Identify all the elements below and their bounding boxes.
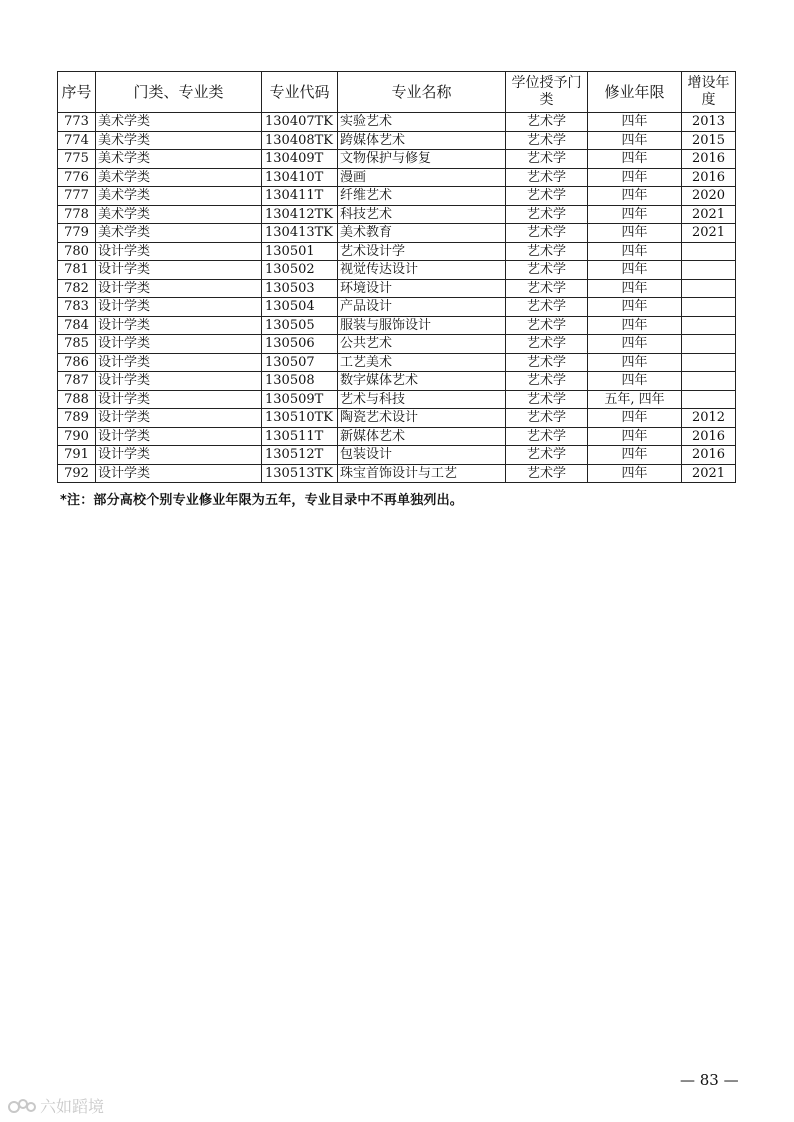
cell-added <box>682 242 736 261</box>
cell-degree: 艺术学 <box>506 168 588 187</box>
cell-added <box>682 372 736 391</box>
cell-degree: 艺术学 <box>506 298 588 317</box>
cell-degree: 艺术学 <box>506 205 588 224</box>
cell-category: 美术学类 <box>96 187 262 206</box>
cell-degree: 艺术学 <box>506 224 588 243</box>
header-code: 专业代码 <box>262 72 338 113</box>
cell-years: 四年 <box>588 187 682 206</box>
watermark-logo-icon <box>8 1097 36 1115</box>
cell-degree: 艺术学 <box>506 446 588 465</box>
cell-added: 2020 <box>682 187 736 206</box>
cell-years: 四年 <box>588 316 682 335</box>
cell-no: 789 <box>58 409 96 428</box>
cell-years: 四年 <box>588 427 682 446</box>
cell-years: 四年 <box>588 168 682 187</box>
major-catalog-table <box>57 71 736 483</box>
cell-name: 新媒体艺术 <box>338 427 506 446</box>
cell-category: 设计学类 <box>96 409 262 428</box>
cell-added: 2016 <box>682 150 736 169</box>
table-row <box>58 150 736 169</box>
cell-category: 设计学类 <box>96 427 262 446</box>
cell-category: 设计学类 <box>96 464 262 483</box>
cell-category: 设计学类 <box>96 316 262 335</box>
cell-degree: 艺术学 <box>506 131 588 150</box>
cell-name: 包装设计 <box>338 446 506 465</box>
cell-years: 四年 <box>588 409 682 428</box>
table-row <box>58 316 736 335</box>
header-name: 专业名称 <box>338 72 506 113</box>
header-no: 序号 <box>58 72 96 113</box>
cell-years: 四年 <box>588 279 682 298</box>
table-row <box>58 187 736 206</box>
cell-no: 774 <box>58 131 96 150</box>
cell-degree: 艺术学 <box>506 372 588 391</box>
table-body <box>58 113 736 483</box>
cell-degree: 艺术学 <box>506 464 588 483</box>
page-number: — 83 — <box>680 1071 739 1089</box>
watermark <box>8 1094 104 1117</box>
cell-years: 四年 <box>588 261 682 280</box>
cell-category: 设计学类 <box>96 335 262 354</box>
cell-name: 视觉传达设计 <box>338 261 506 280</box>
header-category: 门类、专业类 <box>96 72 262 113</box>
cell-category: 设计学类 <box>96 279 262 298</box>
cell-name: 跨媒体艺术 <box>338 131 506 150</box>
cell-no: 786 <box>58 353 96 372</box>
cell-degree: 艺术学 <box>506 390 588 409</box>
table-row <box>58 113 736 132</box>
table-row <box>58 205 736 224</box>
table-row <box>58 335 736 354</box>
cell-years: 四年 <box>588 464 682 483</box>
cell-name: 珠宝首饰设计与工艺 <box>338 464 506 483</box>
table-row <box>58 372 736 391</box>
cell-degree: 艺术学 <box>506 187 588 206</box>
cell-no: 783 <box>58 298 96 317</box>
cell-no: 785 <box>58 335 96 354</box>
cell-degree: 艺术学 <box>506 335 588 354</box>
header-added: 增设年度 <box>682 72 736 113</box>
cell-no: 775 <box>58 150 96 169</box>
cell-no: 790 <box>58 427 96 446</box>
cell-name: 环境设计 <box>338 279 506 298</box>
cell-added <box>682 261 736 280</box>
cell-degree: 艺术学 <box>506 316 588 335</box>
cell-code: 130412TK <box>262 205 338 224</box>
cell-category: 设计学类 <box>96 446 262 465</box>
cell-added: 2021 <box>682 464 736 483</box>
cell-category: 设计学类 <box>96 372 262 391</box>
cell-added: 2016 <box>682 427 736 446</box>
cell-years: 四年 <box>588 131 682 150</box>
cell-code: 130511T <box>262 427 338 446</box>
table-row <box>58 168 736 187</box>
cell-name: 陶瓷艺术设计 <box>338 409 506 428</box>
cell-years: 四年 <box>588 150 682 169</box>
cell-years: 四年 <box>588 205 682 224</box>
table-row <box>58 261 736 280</box>
cell-name: 纤维艺术 <box>338 187 506 206</box>
cell-added <box>682 335 736 354</box>
cell-name: 艺术设计学 <box>338 242 506 261</box>
cell-degree: 艺术学 <box>506 113 588 132</box>
cell-added <box>682 316 736 335</box>
cell-years: 四年 <box>588 242 682 261</box>
cell-code: 130504 <box>262 298 338 317</box>
table-row <box>58 390 736 409</box>
table-row <box>58 353 736 372</box>
cell-code: 130502 <box>262 261 338 280</box>
cell-no: 779 <box>58 224 96 243</box>
cell-no: 792 <box>58 464 96 483</box>
cell-code: 130505 <box>262 316 338 335</box>
cell-no: 784 <box>58 316 96 335</box>
cell-code: 130508 <box>262 372 338 391</box>
table-row <box>58 427 736 446</box>
cell-added: 2016 <box>682 446 736 465</box>
cell-years: 四年 <box>588 353 682 372</box>
cell-category: 设计学类 <box>96 353 262 372</box>
table-row <box>58 242 736 261</box>
cell-category: 设计学类 <box>96 242 262 261</box>
cell-code: 130409T <box>262 150 338 169</box>
cell-added: 2013 <box>682 113 736 132</box>
cell-name: 工艺美术 <box>338 353 506 372</box>
cell-category: 美术学类 <box>96 205 262 224</box>
cell-no: 780 <box>58 242 96 261</box>
cell-code: 130413TK <box>262 224 338 243</box>
cell-code: 130506 <box>262 335 338 354</box>
cell-added <box>682 353 736 372</box>
watermark-text: 六如蹈境 <box>40 1097 105 1116</box>
cell-no: 781 <box>58 261 96 280</box>
header-years: 修业年限 <box>588 72 682 113</box>
cell-years: 四年 <box>588 224 682 243</box>
cell-added: 2021 <box>682 224 736 243</box>
cell-added <box>682 390 736 409</box>
cell-added <box>682 279 736 298</box>
cell-code: 130513TK <box>262 464 338 483</box>
cell-code: 130411T <box>262 187 338 206</box>
cell-name: 美术教育 <box>338 224 506 243</box>
table-row <box>58 298 736 317</box>
cell-category: 设计学类 <box>96 261 262 280</box>
cell-years: 五年, 四年 <box>588 390 682 409</box>
cell-degree: 艺术学 <box>506 427 588 446</box>
cell-name: 公共艺术 <box>338 335 506 354</box>
cell-years: 四年 <box>588 335 682 354</box>
table-row <box>58 279 736 298</box>
table-row <box>58 224 736 243</box>
cell-added <box>682 298 736 317</box>
cell-degree: 艺术学 <box>506 261 588 280</box>
header-degree: 学位授予门类 <box>506 72 588 113</box>
cell-no: 777 <box>58 187 96 206</box>
cell-category: 美术学类 <box>96 224 262 243</box>
cell-degree: 艺术学 <box>506 353 588 372</box>
cell-added: 2015 <box>682 131 736 150</box>
cell-degree: 艺术学 <box>506 409 588 428</box>
cell-name: 实验艺术 <box>338 113 506 132</box>
cell-no: 782 <box>58 279 96 298</box>
cell-degree: 艺术学 <box>506 150 588 169</box>
cell-code: 130408TK <box>262 131 338 150</box>
cell-name: 漫画 <box>338 168 506 187</box>
cell-code: 130507 <box>262 353 338 372</box>
cell-years: 四年 <box>588 298 682 317</box>
cell-no: 778 <box>58 205 96 224</box>
cell-code: 130510TK <box>262 409 338 428</box>
cell-no: 791 <box>58 446 96 465</box>
table-row <box>58 446 736 465</box>
cell-name: 服装与服饰设计 <box>338 316 506 335</box>
cell-name: 科技艺术 <box>338 205 506 224</box>
cell-years: 四年 <box>588 446 682 465</box>
cell-added: 2016 <box>682 168 736 187</box>
cell-category: 设计学类 <box>96 298 262 317</box>
cell-added: 2021 <box>682 205 736 224</box>
cell-code: 130410T <box>262 168 338 187</box>
cell-category: 美术学类 <box>96 131 262 150</box>
cell-code: 130501 <box>262 242 338 261</box>
cell-category: 美术学类 <box>96 168 262 187</box>
cell-category: 美术学类 <box>96 113 262 132</box>
cell-code: 130503 <box>262 279 338 298</box>
cell-years: 四年 <box>588 113 682 132</box>
cell-no: 787 <box>58 372 96 391</box>
table-row <box>58 131 736 150</box>
table-row <box>58 464 736 483</box>
cell-no: 773 <box>58 113 96 132</box>
cell-degree: 艺术学 <box>506 279 588 298</box>
cell-code: 130512T <box>262 446 338 465</box>
cell-name: 艺术与科技 <box>338 390 506 409</box>
table-row <box>58 409 736 428</box>
cell-no: 788 <box>58 390 96 409</box>
footnote: *注：部分高校个别专业修业年限为五年，专业目录中不再单独列出。 <box>60 493 463 508</box>
cell-category: 美术学类 <box>96 150 262 169</box>
cell-name: 产品设计 <box>338 298 506 317</box>
cell-name: 文物保护与修复 <box>338 150 506 169</box>
cell-no: 776 <box>58 168 96 187</box>
cell-code: 130509T <box>262 390 338 409</box>
cell-code: 130407TK <box>262 113 338 132</box>
cell-added: 2012 <box>682 409 736 428</box>
cell-degree: 艺术学 <box>506 242 588 261</box>
cell-category: 设计学类 <box>96 390 262 409</box>
table-header-row <box>58 72 736 113</box>
cell-name: 数字媒体艺术 <box>338 372 506 391</box>
cell-years: 四年 <box>588 372 682 391</box>
